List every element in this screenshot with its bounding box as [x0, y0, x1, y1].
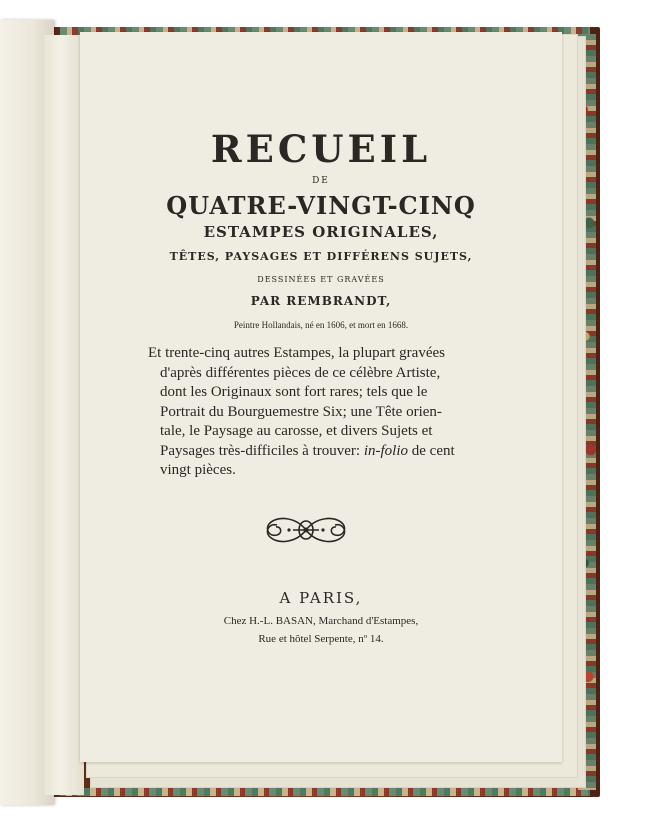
imprint-place: A PARIS,	[279, 589, 363, 607]
description-paragraph	[148, 344, 494, 481]
description-line: vingt pièces.	[160, 462, 236, 478]
description-line	[148, 442, 494, 462]
title-author: PAR REMBRANDT,	[250, 294, 392, 308]
title-technique: DESSINÉES ET GRAVÉES	[257, 275, 385, 284]
title-subject: ESTAMPES ORIGINALES,	[203, 223, 439, 241]
description-text: de cent	[408, 442, 455, 459]
title-count: QUATRE-VINGT-CINQ	[166, 191, 476, 220]
imprint-publisher: Chez H.-L. BASAN, Marchand d'Estampes,	[223, 615, 419, 627]
title-page	[80, 32, 562, 762]
imprint-address: Rue et hôtel Serpente, nº 14.	[258, 633, 384, 645]
page-gutter	[44, 35, 84, 795]
marbled-edge-bottom	[60, 788, 590, 796]
description-text: Paysages très-difficiles à trouver:	[160, 442, 364, 459]
description-line: d'après différentes pièces de ce célèbre Artiste,	[160, 364, 441, 381]
title-de: DE	[312, 176, 330, 186]
description-line: dont les Originaux sont fort rares; tels que le	[160, 384, 428, 400]
fleuron-ornament-icon	[263, 511, 349, 549]
description-line: Et trente-cinq autres Estampes, la plupart gravées	[148, 345, 445, 361]
title-recueil: RECUEIL	[210, 127, 432, 171]
description-line: tale, le Paysage au carosse, et divers Sujets et	[160, 423, 433, 439]
format-in-folio: in-folio	[363, 442, 408, 459]
title-author-note: Peintre Hollandais, né en 1606, et mort en 1668.	[233, 320, 409, 330]
description-line: Portrait du Bourguemestre Six; une Tête orien-	[160, 403, 442, 420]
title-themes: TÊTES, PAYSAGES ET DIFFÉRENS SUJETS,	[169, 250, 473, 263]
